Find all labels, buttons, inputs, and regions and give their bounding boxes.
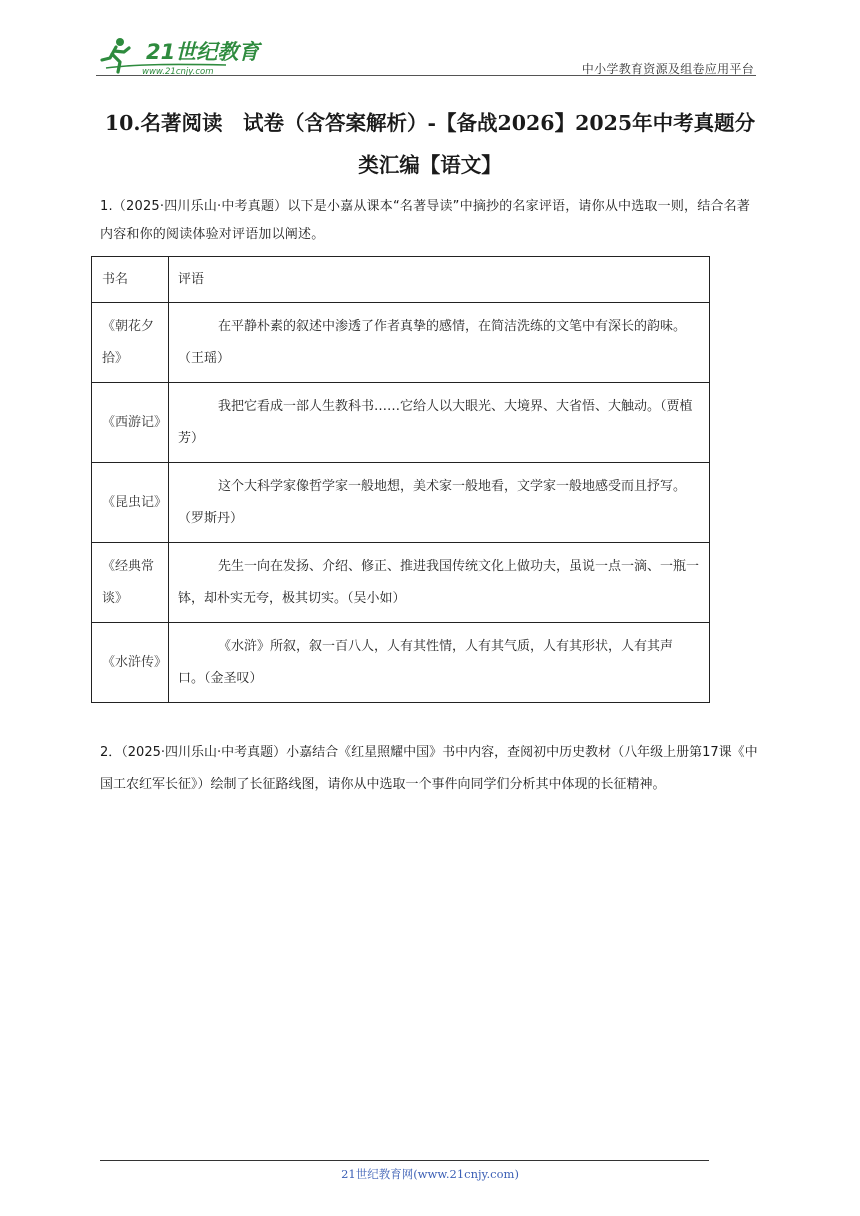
title-line-2: 类汇编【语文】: [358, 153, 502, 177]
book-comment: [169, 463, 710, 543]
book-name: 《朝花夕拾》: [92, 303, 169, 383]
table-row: [92, 303, 710, 383]
book-comment: [169, 383, 710, 463]
question-2: 2．（2025·四川乐山·中考真题）小嘉结合《红星照耀中国》书中内容，查阅初中历史教材（八年级上册第17课《中国工农红军长征》）绘制了长征路线图，请你从中选取一个事件向同学们分析其中体现的长征精神。: [100, 745, 758, 792]
reviews-table: [91, 256, 710, 703]
site-logo[interactable]: [96, 34, 266, 78]
book-name: 《水浒传》: [92, 623, 169, 703]
title-line-1: 10.名著阅读 试卷（含答案解析）-【备战2026】2025年中考真题分: [104, 111, 756, 135]
table-row: [92, 383, 710, 463]
question-1: 1.（2025·四川乐山·中考真题）以下是小嘉从课本“名著导读”中摘抄的名家评语，请你从中选取一则，结合名著内容和你的阅读体验对评语加以阐述。: [100, 199, 751, 242]
table-row: [92, 543, 710, 623]
page-header: [0, 0, 860, 80]
footer-divider: [100, 1160, 709, 1161]
comment-text: 在平静朴素的叙述中渗透了作者真挚的感情，在简洁洗练的文笔中有深长的韵味。（王瑶）: [178, 318, 687, 366]
header-comment: 评语: [169, 257, 710, 303]
logo-text: 21世纪教育: [146, 40, 260, 64]
table-row: [92, 623, 710, 703]
book-name: 《昆虫记》: [92, 463, 169, 543]
book-comment: [169, 543, 710, 623]
footer-link[interactable]: 21世纪教育网(www.21cnjy.com): [341, 1167, 519, 1181]
document-title: [96, 102, 764, 186]
comment-text: 我把它看成一部人生教科书……它给人以大眼光、大境界、大省悟、大触动。（贾植芳）: [178, 398, 693, 446]
comment-text: 这个大科学家像哲学家一般地想，美术家一般地看，文学家一般地感受而且抒写。（罗斯丹）: [178, 478, 687, 526]
book-name: 《经典常谈》: [92, 543, 169, 623]
comment-text: 先生一向在发扬、介绍、修正、推进我国传统文化上做功夫，虽说一点一滴、一瓶一钵，却朴实无夸，极其切实。（吴小如）: [178, 558, 700, 606]
header-book: 书名: [92, 257, 169, 303]
logo-url: www.21cnjy.com: [142, 67, 214, 77]
table-row: [92, 463, 710, 543]
book-comment: [169, 303, 710, 383]
header-divider: [96, 75, 756, 76]
runner-logo-icon: [96, 34, 266, 78]
comment-text: 《水浒》所叙，叙一百八人，人有其性情，人有其气质，人有其形状，人有其声口。（金圣叹）: [178, 638, 674, 686]
table-header-row: [92, 257, 710, 303]
book-name: 《西游记》: [92, 383, 169, 463]
platform-name: 中小学教育资源及组卷应用平台: [581, 62, 754, 76]
book-comment: [169, 623, 710, 703]
